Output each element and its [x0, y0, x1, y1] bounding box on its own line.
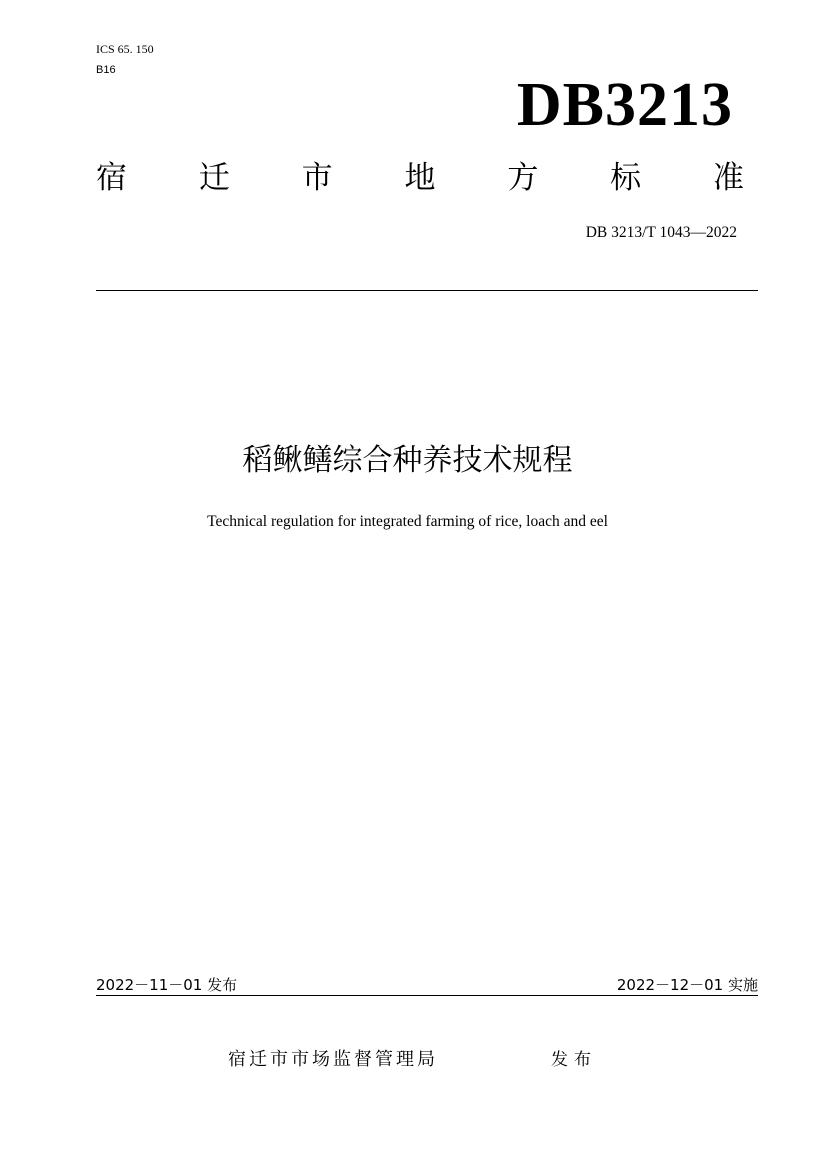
- standard-type-char: 准: [712, 160, 744, 196]
- standard-number: DB 3213/T 1043—2022: [585, 224, 737, 241]
- ics-code: ICS 65. 150: [96, 42, 154, 56]
- title-chinese: 稻鳅鳝综合种养技术规程: [242, 443, 573, 478]
- issue-date: 2022－11－01 发布: [96, 976, 238, 994]
- implementation-date: 2022－12－01 实施: [616, 976, 758, 994]
- ccs-code: B16: [96, 64, 116, 76]
- title-english: Technical regulation for integrated farming of rice, loach and eel: [207, 513, 608, 530]
- standard-type-char: 宿: [96, 160, 127, 196]
- publish-label: 发布: [551, 1050, 597, 1070]
- standard-type-char: 迁: [198, 160, 230, 196]
- standard-type: [96, 158, 744, 198]
- publisher-name: 宿迁市市场监督管理局: [228, 1049, 438, 1070]
- standard-mark: DB3213: [516, 71, 733, 139]
- bottom-divider: [96, 995, 758, 996]
- standard-type-char: 市: [301, 160, 333, 196]
- standard-type-char: 方: [507, 160, 539, 196]
- standard-type-char: 标: [610, 160, 642, 196]
- standard-type-char: 地: [404, 160, 436, 196]
- top-divider: [96, 290, 758, 291]
